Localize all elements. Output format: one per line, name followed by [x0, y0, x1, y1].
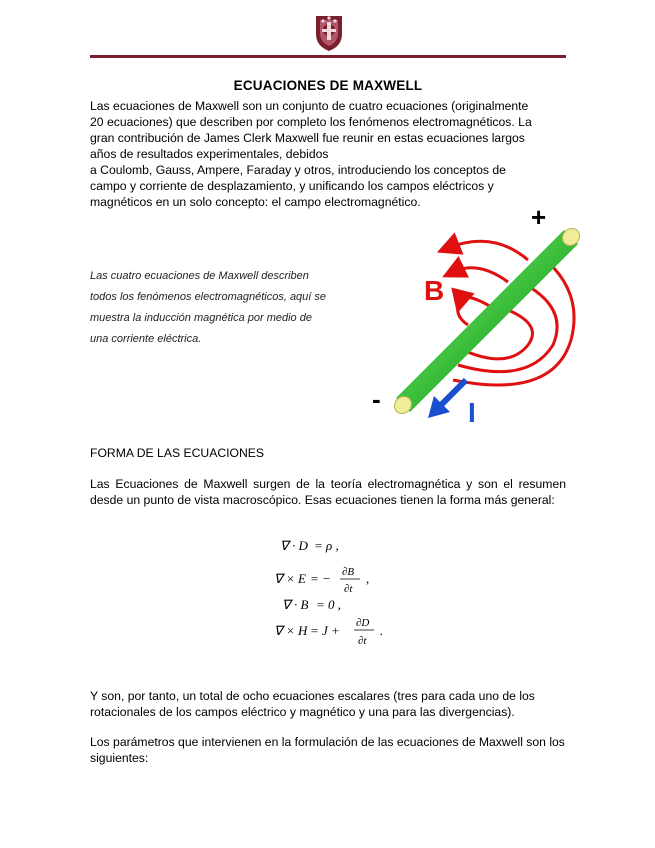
intro-line: gran contribución de James Clerk Maxwell fue reunir en estas ecuaciones largos	[90, 131, 525, 145]
section-paragraph: Las Ecuaciones de Maxwell surgen de la teoría electromagnética y son el resumen desde un punto de vista macroscópico. Esas ecuaciones tienen la forma más general:	[90, 477, 566, 507]
magnetic-induction-diagram	[368, 200, 583, 435]
svg-text:∇ · B: ∇ · B	[282, 597, 309, 612]
svg-text:= ρ ,: = ρ ,	[314, 538, 339, 553]
wire	[391, 225, 583, 417]
equation-ampere	[274, 617, 383, 647]
svg-text:∇ · D: ∇ · D	[280, 538, 308, 553]
caption-line: muestra la inducción magnética por medio de	[90, 312, 312, 324]
field-loop	[448, 241, 528, 260]
field-loop	[458, 302, 468, 325]
equation-gauss-magnetism	[282, 597, 341, 612]
caption-line: Las cuatro ecuaciones de Maxwell describen	[90, 270, 309, 282]
caption-line: todos los fenómenos electromagnéticos, aquí se	[90, 291, 327, 303]
svg-text:∂D: ∂D	[356, 617, 370, 629]
maxwell-equations	[268, 534, 408, 652]
caption-line: una corriente eléctrica.	[90, 333, 202, 345]
intro-line: a Coulomb, Gauss, Ampere, Faraday y otros, introduciendo los conceptos de	[90, 163, 506, 177]
conclusion-paragraph: Y son, por tanto, un total de ocho ecuaciones escalares (tres para cada uno de los rotacionales de los campos eléctrico y magnético y una para las divergencias).	[90, 689, 535, 719]
field-loop	[453, 268, 508, 282]
intro-line: años de resultados experimentales, debidos	[90, 147, 329, 161]
svg-text:∇ × H: ∇ × H	[274, 623, 308, 638]
intro-line: 20 ecuaciones) que describen por completo los fenómenos electromagnéticos. La	[90, 115, 532, 129]
header-rule	[90, 55, 566, 58]
equation-faraday	[274, 566, 369, 595]
svg-text:∂B: ∂B	[342, 566, 355, 578]
svg-text:= J +: = J +	[310, 623, 340, 638]
svg-text:.: .	[380, 623, 384, 638]
svg-text:= −: = −	[310, 571, 331, 586]
svg-text:∇ × E: ∇ × E	[274, 571, 306, 586]
svg-text:∂t: ∂t	[358, 635, 367, 647]
figure-caption	[90, 266, 360, 350]
parameters-intro-paragraph: Los parámetros que intervienen en la formulación de las ecuaciones de Maxwell son los siguientes:	[90, 735, 565, 765]
intro-line: magnéticos en un solo concepto: el campo electromagnético.	[90, 195, 421, 209]
current-label: I	[468, 397, 476, 428]
section-heading: FORMA DE LAS ECUACIONES	[90, 446, 265, 460]
equation-gauss	[280, 538, 339, 553]
intro-paragraph	[90, 98, 566, 210]
intro-line: campo y corriente de desplazamiento, y unificando los campos eléctricos y	[90, 179, 494, 193]
svg-text:∂t: ∂t	[344, 583, 353, 595]
plus-label: +	[531, 202, 547, 232]
ipn-crest-icon	[312, 12, 346, 52]
svg-text:= 0 ,: = 0 ,	[316, 597, 342, 612]
svg-text:,: ,	[366, 571, 370, 586]
field-label: B	[424, 275, 445, 306]
page-title: ECUACIONES DE MAXWELL	[233, 78, 423, 93]
intro-line: Las ecuaciones de Maxwell son un conjunto de cuatro ecuaciones (originalmente	[90, 99, 529, 113]
minus-label: -	[372, 384, 381, 414]
